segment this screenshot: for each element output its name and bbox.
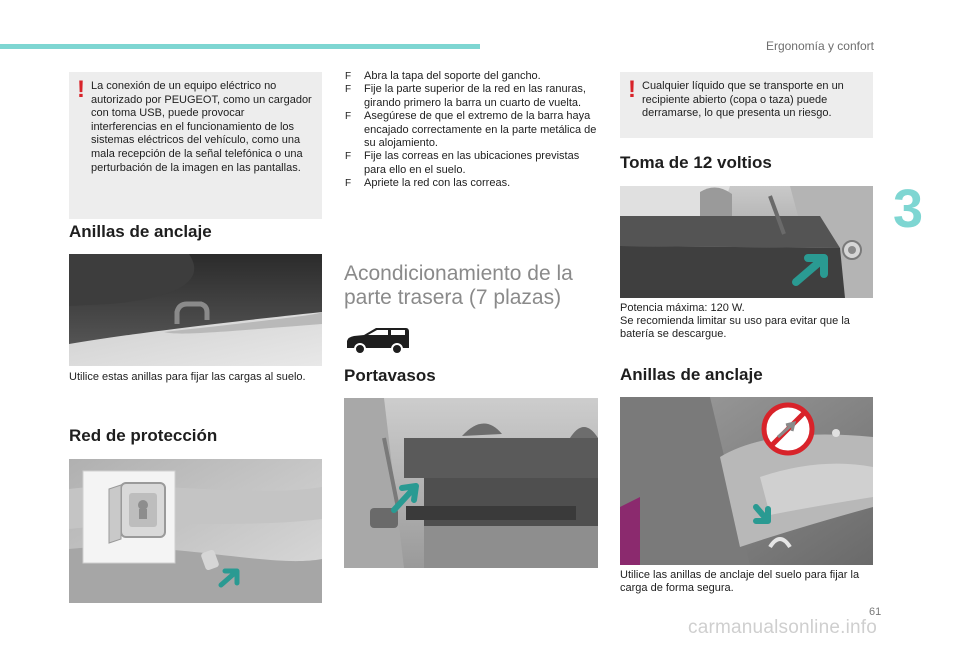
section-header: Ergonomía y confort <box>765 39 874 53</box>
warning-box <box>620 72 873 138</box>
section-title-anchor-rings: Anillas de anclaje <box>69 222 212 241</box>
net-installation-steps <box>344 70 599 191</box>
list-item <box>344 150 599 177</box>
anchor-rings-caption: Utilice estas anillas para fijar las cargas al suelo. <box>69 371 306 383</box>
step-text: Abra la tapa del soporte del gancho. <box>364 70 541 82</box>
step-marker: F <box>345 178 352 190</box>
header-accent-bar <box>0 44 480 49</box>
list-item <box>344 70 599 83</box>
step-text: Fije la parte superior de la red en las ranuras, girando primero la barra un cuarto de vuelta. <box>364 83 586 109</box>
warning-text: Cualquier líquido que se transporte en un recipiente abierto (copa o taza) puede derramarse, lo que presenta un riesgo. <box>642 80 844 120</box>
section-title-cupholders: Portavasos <box>344 366 436 385</box>
watermark: carmanualsonline.info <box>688 617 878 638</box>
floor-anchor-rings-caption: Utilice las anillas de anclaje del suelo para fijar la carga de forma segura. <box>620 569 860 595</box>
warning-box <box>69 72 322 219</box>
cupholder-photo <box>344 398 598 568</box>
section-title-line: Acondicionamiento de la <box>344 262 573 285</box>
12v-socket-photo <box>620 186 873 298</box>
section-title-protection-net: Red de protección <box>69 426 218 445</box>
section-title-line: parte trasera (7 plazas) <box>344 286 562 309</box>
step-marker: F <box>345 151 352 163</box>
socket-max-power: Potencia máxima: 120 W. <box>620 302 745 314</box>
anchor-ring-photo <box>69 254 322 366</box>
list-item <box>344 110 599 150</box>
step-text: Apriete la red con las correas. <box>364 177 511 190</box>
warning-icon: ! <box>77 76 85 103</box>
step-text: Asegúrese de que el extremo de la barra haya encajado correctamente en la parte metálica de su alojamiento. <box>364 110 597 150</box>
hook-support-photo <box>69 459 322 603</box>
section-title-anchor-rings-floor: Anillas de anclaje <box>620 365 763 384</box>
step-marker: F <box>345 71 352 82</box>
chapter-number: 3 <box>893 179 924 239</box>
floor-anchor-ring-photo <box>620 397 873 565</box>
step-marker: F <box>345 111 352 123</box>
warning-icon: ! <box>628 76 636 103</box>
list-item <box>344 83 599 110</box>
step-marker: F <box>345 84 352 96</box>
step-text: Fije las correas en las ubicaciones previstas para ello en el suelo. <box>364 150 580 176</box>
page-number: 61 <box>869 606 882 618</box>
vehicle-7-seat-icon <box>344 326 412 356</box>
socket-usage-advice: Se recomienda limitar su uso para evitar que la batería se descargue. <box>620 315 850 341</box>
warning-text: La conexión de un equipo eléctrico no autorizado por PEUGEOT, como un cargador con toma USB, puede provocar interferencias en el funcionamiento de los sistemas eléctricos del vehículo, como una mala recepción de la señal telefónica o una perturbación de la imagen en las pantallas. <box>91 80 312 174</box>
section-title-rear-arrangement <box>344 262 573 310</box>
section-title-12v-socket: Toma de 12 voltios <box>620 153 772 172</box>
list-item <box>344 177 599 190</box>
